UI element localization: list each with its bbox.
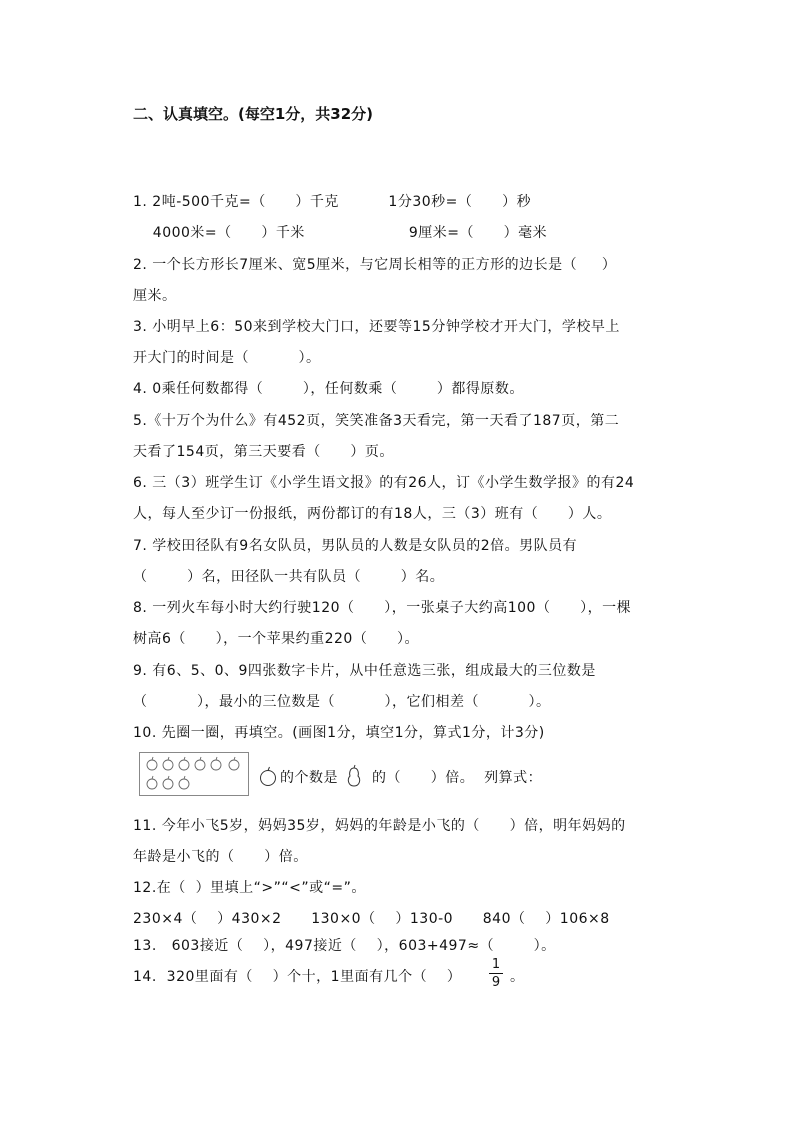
apple-icon [258,766,278,788]
question-3-line-1: 3. 小明早上6：50来到学校大门口，还要等15分钟学校才开大门，学校早上 [133,319,620,335]
question-12-expressions: 230×4（ ）430×2 130×0（ ）130-0 840（ ）106×8 [133,911,610,927]
question-6-line-2: 人，每人至少订一份报纸，两份都订的有18人，三（3）班有（ ）人。 [133,506,612,522]
question-13: 13. 603接近（ ），497接近（ ），603+497≈（ ）。 [133,938,556,954]
question-1-line-2: 4000米=（ ）千米 9厘米=（ ）毫米 [133,225,548,241]
question-2-line-1: 2. 一个长方形长7厘米、宽5厘米，与它周长相等的正方形的边长是（ ） [133,257,617,273]
question-11-line-2: 年龄是小飞的（ ）倍。 [133,849,308,865]
question-14-end: 。 [510,969,525,985]
question-10-text-a: 的个数是 [280,770,338,786]
question-11-line-1: 11. 今年小飞5岁，妈妈35岁，妈妈的年龄是小飞的（ ）倍，明年妈妈的 [133,818,626,834]
section-title: 二、认真填空。(每空1分，共32分) [133,105,374,123]
apple-box [139,752,249,796]
fraction-numerator: 1 [491,957,501,972]
question-2-line-2: 厘米。 [133,288,177,304]
question-7-line-1: 7. 学校田径队有9名女队员，男队员的人数是女队员的2倍。男队员有 [133,538,578,554]
question-10: 10. 先圈一圈，再填空。(画图1分，填空1分，算式1分，计3分) [133,725,545,741]
question-8-line-1: 8. 一列火车每小时大约行驶120（ ），一张桌子大约高100（ ），一棵 [133,600,632,616]
question-9-line-1: 9. 有6、5、0、9四张数字卡片，从中任意选三张，组成最大的三位数是 [133,663,596,679]
question-6-line-1: 6. 三（3）班学生订《小学生语文报》的有26人，订《小学生数学报》的有24 [133,475,635,491]
question-5-line-1: 5.《十万个为什么》有452页，笑笑准备3天看完，第一天看了187页，第二 [133,413,620,429]
question-7-line-2: （ ）名，田径队一共有队员（ ）名。 [133,569,445,585]
question-14: 14. 320里面有（ ）个十，1里面有几个（ ） [133,969,462,985]
fraction-one-ninth [489,957,503,990]
question-10-text-b: 的（ ）倍。 列算式： [372,770,543,786]
apples-drawing [140,753,248,795]
question-3-line-2: 开大门的时间是（ ）。 [133,350,321,366]
apple-icon [147,757,239,789]
question-5-line-2: 天看了154页，第三天要看（ ）页。 [133,444,394,460]
fraction-denominator: 9 [491,975,501,990]
fraction-bar [489,973,503,974]
question-9-line-2: （ ），最小的三位数是（ ），它们相差（ ）。 [133,694,551,710]
question-12: 12.在（ ）里填上“>”“<”或“=”。 [133,880,366,896]
question-4: 4. 0乘任何数都得（ ），任何数乘（ ）都得原数。 [133,381,524,397]
question-1-line-1: 1. 2吨-500千克=（ ）千克 1分30秒=（ ）秒 [133,194,532,210]
pear-icon [345,764,363,788]
question-8-line-2: 树高6（ ），一个苹果约重220（ ）。 [133,631,420,647]
